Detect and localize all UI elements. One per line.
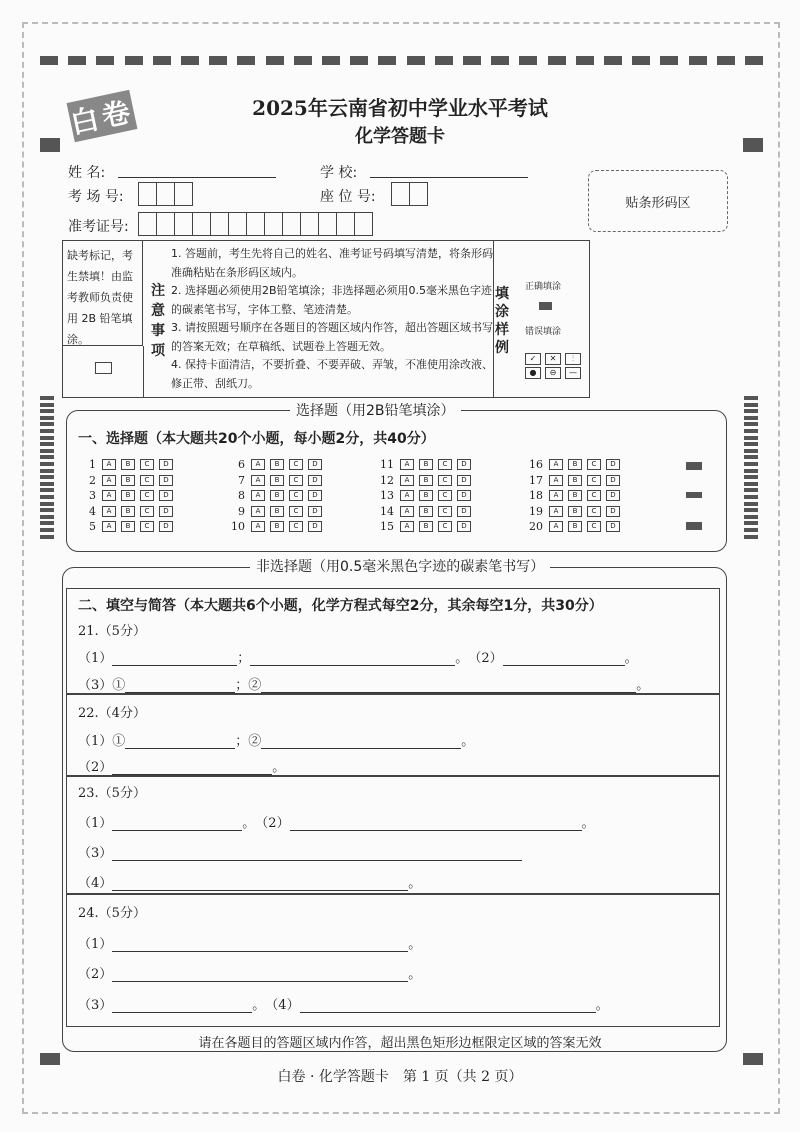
- absent-mark-cell: [63, 346, 144, 397]
- option-bubble[interactable]: B: [419, 459, 433, 470]
- option-bubble[interactable]: C: [587, 459, 601, 470]
- option-bubble[interactable]: B: [121, 459, 135, 470]
- option-bubble[interactable]: C: [438, 506, 452, 517]
- registration-mark: [40, 416, 54, 420]
- choice-question: [380, 474, 476, 487]
- choice-question: [380, 520, 476, 533]
- answer-blank[interactable]: [112, 998, 252, 1013]
- registration-mark: [322, 56, 340, 65]
- question-number: 12: [380, 473, 394, 487]
- notice-item: 3. 请按照题号顺序在各题目的答题区域内作答，超出答题区域书写的答案无效；在草稿纸、试题卷上答题无效。: [171, 321, 493, 353]
- question-number: 14: [380, 504, 394, 518]
- q24-line3: （3） 。 （4） 。: [78, 998, 609, 1013]
- answer-blank[interactable]: [112, 967, 408, 982]
- registration-mark: [744, 403, 758, 407]
- question-number: 4: [89, 504, 96, 518]
- q22-line2: （2） 。: [78, 760, 286, 775]
- option-bubble[interactable]: A: [251, 490, 265, 501]
- registration-mark: [96, 56, 114, 65]
- wrong-fill-sample: —: [565, 367, 581, 379]
- registration-mark: [40, 515, 54, 519]
- room-boxes[interactable]: [138, 182, 192, 206]
- option-bubble[interactable]: A: [400, 490, 414, 501]
- notice-item: 1. 答题前，考生先将自己的姓名、准考证号码填写清楚，将条形码准确粘贴在条形码区域内。: [171, 247, 493, 279]
- registration-mark: [744, 449, 758, 453]
- registration-mark: [350, 56, 368, 65]
- question-number: 20: [529, 520, 543, 533]
- option-bubble[interactable]: B: [419, 506, 433, 517]
- registration-mark: [435, 56, 453, 65]
- option-bubble[interactable]: C: [587, 506, 601, 517]
- option-bubble[interactable]: A: [400, 506, 414, 517]
- registration-mark: [744, 515, 758, 519]
- registration-mark: [40, 502, 54, 506]
- option-bubble[interactable]: C: [587, 490, 601, 501]
- option-bubble[interactable]: D: [308, 521, 322, 532]
- registration-mark: [744, 502, 758, 506]
- registration-mark: [744, 482, 758, 486]
- option-bubble[interactable]: C: [438, 521, 452, 532]
- answer-blank[interactable]: [112, 876, 408, 891]
- absent-checkbox[interactable]: [95, 362, 112, 374]
- option-bubble[interactable]: D: [308, 459, 322, 470]
- option-bubble[interactable]: C: [438, 490, 452, 501]
- option-bubble[interactable]: D: [457, 475, 471, 486]
- option-bubble[interactable]: B: [568, 521, 582, 532]
- choice-question: [82, 458, 178, 471]
- registration-mark: [40, 535, 54, 539]
- option-bubble[interactable]: C: [438, 475, 452, 486]
- answer-blank[interactable]: [300, 998, 596, 1013]
- answer-blank[interactable]: [290, 816, 582, 831]
- stamp-logo: 白卷: [67, 90, 138, 142]
- option-bubble[interactable]: C: [289, 506, 303, 517]
- answer-blank[interactable]: [503, 651, 625, 666]
- choice-question: [82, 505, 178, 518]
- option-bubble[interactable]: B: [121, 475, 135, 486]
- nonchoice-title: 二、填空与简答（本大题共6个小题，化学方程式每空2分，其余每空1分，共30分）: [78, 598, 603, 614]
- registration-mark: [744, 521, 758, 525]
- answer-blank[interactable]: [112, 846, 522, 861]
- option-bubble[interactable]: A: [549, 475, 563, 486]
- registration-mark: [744, 535, 758, 539]
- question-number: 15: [380, 520, 394, 533]
- option-bubble[interactable]: D: [457, 490, 471, 501]
- option-bubble[interactable]: D: [457, 459, 471, 470]
- option-bubble[interactable]: B: [568, 475, 582, 486]
- seat-boxes[interactable]: [391, 182, 427, 206]
- wrong-fill-sample: ✕: [545, 353, 561, 365]
- registration-mark: [744, 508, 758, 512]
- option-bubble[interactable]: A: [549, 459, 563, 470]
- option-bubble[interactable]: B: [270, 506, 284, 517]
- q22-line1: （1）① ；② 。: [78, 734, 475, 749]
- option-bubble[interactable]: D: [159, 475, 173, 486]
- registration-mark: [153, 56, 171, 65]
- option-bubble[interactable]: B: [419, 490, 433, 501]
- question-number: 2: [89, 473, 96, 487]
- option-bubble[interactable]: A: [102, 490, 116, 501]
- option-bubble[interactable]: C: [587, 475, 601, 486]
- wrong-fill-sample: ⫶: [565, 353, 581, 365]
- footer-note: 请在各题目的答题区域内作答，超出黑色矩形边框限定区域的答案无效: [198, 1036, 602, 1051]
- choice-question: [231, 520, 327, 533]
- registration-mark: [744, 396, 758, 400]
- question-number: 13: [380, 489, 394, 502]
- room-label: 考 场 号:: [68, 189, 124, 205]
- registration-mark: [40, 409, 54, 413]
- registration-mark: [743, 1053, 763, 1065]
- option-bubble[interactable]: B: [121, 521, 135, 532]
- registration-mark: [237, 56, 255, 65]
- choice-question: [529, 520, 625, 533]
- choice-header: 选择题（用2B铅笔填涂）: [290, 400, 461, 420]
- option-bubble[interactable]: D: [457, 521, 471, 532]
- option-bubble[interactable]: A: [102, 459, 116, 470]
- wrong-fill-sample: ⊖: [545, 367, 561, 379]
- option-bubble[interactable]: B: [121, 506, 135, 517]
- registration-mark: [40, 422, 54, 426]
- choice-question: [529, 489, 625, 502]
- option-bubble[interactable]: C: [140, 475, 154, 486]
- option-bubble[interactable]: A: [549, 521, 563, 532]
- correct-label: 正确填涂: [525, 282, 562, 292]
- wrong-label: 错误填涂: [525, 327, 562, 337]
- choice-question: [82, 489, 178, 502]
- registration-mark: [125, 56, 143, 65]
- question-number: 16: [529, 458, 543, 471]
- ticket-label: 准考证号:: [68, 219, 129, 235]
- registration-mark: [40, 495, 54, 499]
- q22-label: 22.（4分）: [78, 706, 146, 721]
- option-bubble[interactable]: C: [140, 506, 154, 517]
- option-bubble[interactable]: A: [251, 506, 265, 517]
- registration-mark: [40, 429, 54, 433]
- choice-question: [231, 474, 327, 487]
- question-number: 9: [238, 504, 245, 518]
- registration-mark: [717, 56, 735, 65]
- option-bubble[interactable]: A: [400, 475, 414, 486]
- answer-blank[interactable]: [112, 651, 237, 666]
- school-label: 学 校:: [320, 165, 358, 181]
- registration-mark: [744, 442, 758, 446]
- option-bubble[interactable]: D: [457, 506, 471, 517]
- school-input[interactable]: [370, 163, 528, 178]
- question-number: 19: [529, 504, 543, 518]
- registration-mark: [40, 455, 54, 459]
- question-number: 5: [89, 520, 96, 533]
- registration-mark: [40, 56, 58, 65]
- answer-blank[interactable]: [261, 734, 461, 749]
- registration-mark: [491, 56, 509, 65]
- option-bubble[interactable]: D: [606, 521, 620, 532]
- option-bubble[interactable]: D: [606, 459, 620, 470]
- registration-mark: [40, 488, 54, 492]
- option-bubble[interactable]: B: [568, 459, 582, 470]
- choice-question: [529, 474, 625, 487]
- answer-blank[interactable]: [250, 651, 455, 666]
- absent-note: 缺考标记，考生禁填！由监考教师负责使用 2B 铅笔填涂。: [63, 241, 143, 346]
- registration-mark: [40, 521, 54, 525]
- q21-line2: （3）① ；② 。: [78, 678, 650, 693]
- q21-label: 21.（5分）: [78, 624, 146, 639]
- option-bubble[interactable]: B: [270, 459, 284, 470]
- question-number: 18: [529, 489, 543, 502]
- option-bubble[interactable]: C: [140, 490, 154, 501]
- option-bubble[interactable]: B: [568, 506, 582, 517]
- choice-question: [529, 505, 625, 518]
- q23-label: 23.（5分）: [78, 786, 146, 801]
- option-bubble[interactable]: A: [102, 506, 116, 517]
- barcode-label: 贴条形码区: [625, 195, 691, 211]
- option-bubble[interactable]: D: [159, 459, 173, 470]
- name-label: 姓 名:: [68, 165, 106, 181]
- answer-blank[interactable]: [125, 734, 235, 749]
- option-bubble[interactable]: B: [121, 490, 135, 501]
- answer-blank[interactable]: [125, 678, 235, 693]
- choice-question: [380, 458, 476, 471]
- choice-question: [82, 474, 178, 487]
- answer-blank[interactable]: [112, 760, 272, 775]
- sheet-title: 2025年云南省初中学业水平考试: [252, 96, 548, 120]
- registration-mark: [40, 482, 54, 486]
- registration-mark: [660, 56, 678, 65]
- notice-items: [171, 245, 493, 393]
- notice-item: 2. 选择题必须使用2B铅笔填涂；非选择题必须用0.5毫米黑色字迹的碳素笔书写，字体工整、笔迹清楚。: [171, 284, 493, 316]
- registration-mark: [576, 56, 594, 65]
- registration-mark: [744, 422, 758, 426]
- wrong-fill-sample: ✓: [525, 353, 541, 365]
- choice-question: [231, 489, 327, 502]
- option-bubble[interactable]: D: [308, 490, 322, 501]
- option-bubble[interactable]: C: [587, 521, 601, 532]
- wrong-fill-samples: [525, 353, 585, 379]
- registration-mark: [266, 56, 284, 65]
- option-bubble[interactable]: A: [251, 521, 265, 532]
- barcode-area: [588, 170, 728, 232]
- example-heading: 填涂样例: [495, 286, 509, 356]
- answer-blank[interactable]: [261, 678, 636, 693]
- option-bubble[interactable]: D: [308, 506, 322, 517]
- registration-mark: [209, 56, 227, 65]
- question-number: 11: [380, 458, 394, 471]
- option-bubble[interactable]: A: [400, 459, 414, 470]
- question-number: 6: [238, 458, 245, 471]
- option-bubble[interactable]: B: [270, 521, 284, 532]
- registration-mark: [745, 56, 763, 65]
- option-bubble[interactable]: A: [549, 506, 563, 517]
- registration-mark: [40, 528, 54, 532]
- registration-mark: [378, 56, 396, 65]
- page-footer: 白卷 · 化学答题卡 第 1 页（共 2 页）: [277, 1069, 523, 1085]
- registration-mark: [744, 495, 758, 499]
- registration-mark: [744, 416, 758, 420]
- registration-mark: [40, 508, 54, 512]
- nonchoice-header: 非选择题（用0.5毫米黑色字迹的碳素笔书写）: [250, 556, 550, 576]
- registration-mark: [40, 1053, 60, 1065]
- option-bubble[interactable]: A: [549, 490, 563, 501]
- registration-mark: [40, 469, 54, 473]
- registration-mark: [744, 475, 758, 479]
- option-bubble[interactable]: C: [289, 459, 303, 470]
- question-number: 17: [529, 473, 543, 487]
- ticket-boxes[interactable]: [138, 212, 372, 236]
- option-bubble[interactable]: A: [102, 521, 116, 532]
- q21-line1: （1） ； 。 （2） 。: [78, 651, 638, 666]
- notice-item: 4. 保持卡面清洁，不要折叠、不要弄破、弄皱，不准使用涂改液、修正带、刮纸刀。: [171, 358, 493, 390]
- registration-mark: [40, 442, 54, 446]
- option-bubble[interactable]: B: [270, 490, 284, 501]
- registration-mark: [463, 56, 481, 65]
- correct-fill-sample: [539, 302, 552, 310]
- registration-mark: [744, 429, 758, 433]
- registration-mark: [548, 56, 566, 65]
- option-bubble[interactable]: D: [606, 475, 620, 486]
- option-bubble[interactable]: D: [159, 521, 173, 532]
- registration-mark: [519, 56, 537, 65]
- registration-mark: [744, 528, 758, 532]
- option-bubble[interactable]: D: [159, 490, 173, 501]
- option-bubble[interactable]: C: [289, 521, 303, 532]
- choice-question: [529, 458, 625, 471]
- registration-mark: [604, 56, 622, 65]
- registration-mark: [40, 462, 54, 466]
- option-bubble[interactable]: D: [308, 475, 322, 486]
- registration-mark: [744, 436, 758, 440]
- sheet-subtitle: 化学答题卡: [355, 126, 445, 147]
- choice-question: [231, 458, 327, 471]
- registration-mark: [744, 409, 758, 413]
- option-bubble[interactable]: C: [289, 475, 303, 486]
- option-bubble[interactable]: C: [140, 459, 154, 470]
- registration-mark: [744, 462, 758, 466]
- option-bubble[interactable]: B: [270, 475, 284, 486]
- option-bubble[interactable]: C: [289, 490, 303, 501]
- option-bubble[interactable]: A: [251, 475, 265, 486]
- option-bubble[interactable]: A: [102, 475, 116, 486]
- choice-title: 一、选择题（本大题共20个小题，每小题2分，共40分）: [78, 431, 435, 447]
- option-bubble[interactable]: D: [606, 506, 620, 517]
- choice-question: [231, 505, 327, 518]
- option-bubble[interactable]: B: [419, 521, 433, 532]
- registration-mark: [744, 455, 758, 459]
- name-input[interactable]: [118, 163, 276, 178]
- answer-blank[interactable]: [112, 816, 242, 831]
- option-bubble[interactable]: A: [251, 459, 265, 470]
- registration-mark: [40, 475, 54, 479]
- q24-line1: （1） 。: [78, 937, 422, 952]
- choice-question: [380, 505, 476, 518]
- notice-table: [62, 240, 590, 398]
- registration-mark: [40, 403, 54, 407]
- q23-line2: （3）: [78, 842, 522, 861]
- registration-mark: [40, 436, 54, 440]
- registration-mark: [744, 469, 758, 473]
- registration-mark: [68, 56, 86, 65]
- question-number: 10: [231, 520, 245, 533]
- registration-mark: [40, 396, 54, 400]
- option-bubble[interactable]: C: [438, 459, 452, 470]
- notice-heading: 注意事项: [151, 283, 165, 359]
- seat-label: 座 位 号:: [320, 189, 376, 205]
- q24-line2: （2） 。: [78, 967, 422, 982]
- option-bubble[interactable]: D: [159, 506, 173, 517]
- option-bubble[interactable]: B: [419, 475, 433, 486]
- q23-line1: （1） 。 （2） 。: [78, 816, 595, 831]
- registration-mark: [632, 56, 650, 65]
- registration-mark: [689, 56, 707, 65]
- registration-mark: [744, 488, 758, 492]
- option-bubble[interactable]: B: [568, 490, 582, 501]
- question-number: 8: [238, 489, 245, 502]
- answer-blank[interactable]: [112, 937, 408, 952]
- question-number: 3: [89, 489, 96, 502]
- option-bubble[interactable]: A: [400, 521, 414, 532]
- wrong-fill-sample: ●: [525, 367, 541, 379]
- option-bubble[interactable]: C: [140, 521, 154, 532]
- question-number: 1: [89, 458, 96, 471]
- question-number: 7: [238, 473, 245, 487]
- registration-mark: [407, 56, 425, 65]
- choice-question: [82, 520, 178, 533]
- q23-line3: （4） 。: [78, 876, 422, 891]
- registration-mark: [181, 56, 199, 65]
- registration-mark: [294, 56, 312, 65]
- q24-label: 24.（5分）: [78, 906, 146, 921]
- option-bubble[interactable]: D: [606, 490, 620, 501]
- choice-question: [380, 489, 476, 502]
- registration-mark: [40, 449, 54, 453]
